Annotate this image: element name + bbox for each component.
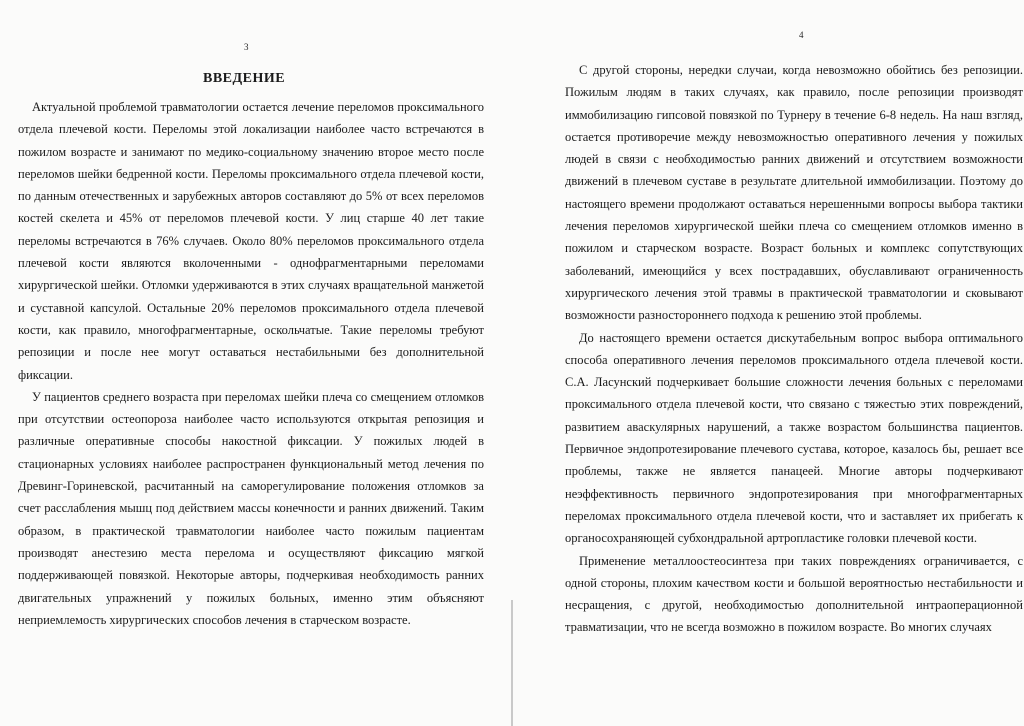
paragraph: До настоящего времени остается дискутабельным вопрос выбора оптимального способа оперативного лечения переломов проксимального отдела плечевой кости. С.А. Ласунский подчеркивает большие сложности лечения больных с переломами проксимального отдела плечевой кости, что связано с тяжестью этих повреждений, развитием аваскулярных нарушений, а также возрастом большинства пациентов. Первичное эндопротезирование плечевого сустава, которое, казалось бы, решает все проблемы, также не является панацеей. Многие авторы подчеркивают неэффективность первичного эндопротезирования при многофрагментарных переломах проксимального отдела плечевой кости, что и заставляет их прибегать к органосохраняющей субхондральной артропластике головки плечевой кости. — [565, 330, 1023, 546]
right-page — [513, 0, 1024, 726]
paragraph: Применение металлоостеосинтеза при таких повреждениях ограничивается, с одной стороны, плохим качеством кости и большой вероятностью нестабильности и несращения, с другой, необходимостью дополнительной интраоперационной травматизации, что не всегда возможно в пожилом возрасте. Во многих случаях — [565, 553, 1023, 635]
left-page-body — [18, 96, 484, 631]
paragraph: У пациентов среднего возраста при переломах шейки плеча со смещением отломков при отсутствии остеопороза наиболее часто используются открытая репозиция и различные оперативные способы накостной фиксации. У пожилых людей в стационарных условиях наиболее распространен функциональный метод лечения по Древинг-Гориневской, расчитанный на саморегулирование положения отломков за счет расслабления мышц под действием массы конечности и ранних движений. Таким образом, в практической травматологии наиболее часто пожилым пациентам производят анестезию места перелома и осуществляют фиксацию мягкой поддерживающей повязкой. Некоторые авторы, подчеркивая необходимость ранних двигательных упражнений у пожилых больных, именно этим объясняют неприемлемость хирургических способов лечения в старческом возрасте. — [18, 389, 484, 627]
page-number: 3 — [244, 42, 249, 52]
paragraph: Актуальной проблемой травматологии остается лечение переломов проксимального отдела плечевой кости. Переломы этой локализации наиболее часто встречаются в пожилом возрасте и занимают по медико-социальному значению второе место после переломов шейки бедренной кости. Переломы проксимального отдела плечевой кости, по данным отечественных и зарубежных авторов составляют до 5% от всех переломов костей скелета и 45% от переломов плечевой кости. У лиц старше 40 лет такие переломы встречаются в 76% случаев. Около 80% переломов проксимального отдела плечевой кости являются вколоченными - однофрагментарными переломами хирургической шейки. Отломки удерживаются в этих случаях вращательной манжетой и суставной капсулой. Остальные 20% переломов проксимального отдела плечевой кости, как правило, многофрагментарные, оскольчатые. Такие переломы требуют репозиции и после нее могут оставаться нестабильными без дополнительной фиксации. — [18, 100, 484, 382]
right-page-body — [565, 59, 1023, 639]
page-number: 4 — [799, 30, 804, 40]
paragraph: С другой стороны, нередки случаи, когда невозможно обойтись без репозиции. Пожилым людям в таких случаях, как правило, после репозиции производят иммобилизацию гипсовой повязкой по Турнеру в течение 6-8 недель. На наш взгляд, остается противоречие между невозможностью оперативного лечения у пожилых людей в связи с необходимостью ранних движений и отсутствием возможности движений в плечевом суставе в результате длительной иммобилизации. Поэтому до настоящего времени продолжают оставаться нерешенными вопросы выбора тактики лечения переломов хирургической шейки плеча со смещением отломков именно в пожилом и старческом возрасте. Возраст больных и комплекс сопутствующих заболеваний, имеющийся у всех пострадавших, обуславливают ограниченность хирургического лечения этой травмы в практической травматологии и сковывают возможности разностороннего подхода к решению этой проблемы. — [565, 63, 1023, 323]
page-heading: ВВЕДЕНИЕ — [203, 71, 286, 86]
